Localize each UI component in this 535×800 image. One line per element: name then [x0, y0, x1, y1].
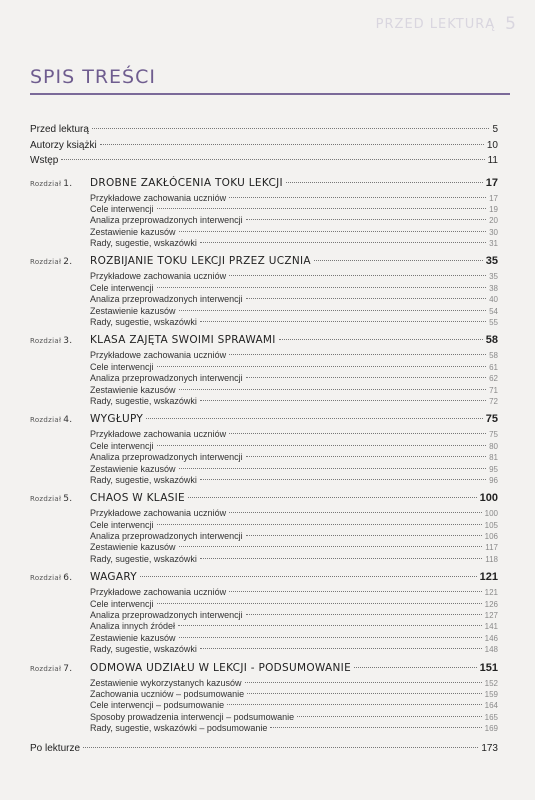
section-entry[interactable] [30, 678, 498, 689]
section-entry[interactable] [30, 193, 498, 204]
chapter-heading[interactable] [30, 334, 498, 350]
section-entry[interactable] [30, 520, 498, 531]
entry-label: Przed lekturą [30, 124, 89, 135]
section-page: 106 [484, 532, 498, 542]
dot-leader [246, 377, 487, 378]
section-label: Cele interwencji [90, 440, 154, 451]
chapter-label [30, 257, 90, 267]
dot-leader [246, 219, 487, 220]
chapter-page: 17 [485, 176, 498, 189]
section-label: Cele interwencji [90, 519, 154, 530]
chapter-title: DROBNE ZAKŁÓCENIA TOKU LEKCJI [90, 176, 283, 189]
chapter-page: 35 [485, 255, 498, 268]
chapter-title: WYGŁUPY [90, 413, 144, 426]
section-page: 118 [485, 554, 498, 564]
chapter-page: 75 [485, 413, 498, 426]
entry-page: 11 [487, 155, 498, 166]
chapter-heading[interactable] [30, 492, 498, 508]
section-page: 75 [489, 430, 498, 440]
toc-entry-front[interactable] [30, 124, 498, 140]
section-label: Przykładowe zachowania uczniów [90, 350, 227, 361]
section-page: 100 [484, 509, 498, 519]
section-label: Analiza przeprowadzonych interwencji [90, 610, 243, 621]
section-page: 152 [484, 678, 498, 688]
dot-leader [179, 637, 482, 638]
section-entry[interactable] [30, 350, 498, 361]
section-entry[interactable] [30, 475, 498, 486]
chapter-number: 3. [63, 336, 73, 347]
dot-leader [246, 614, 482, 615]
section-label: Rady, sugestie, wskazówki [90, 474, 197, 485]
dot-leader [200, 400, 486, 401]
section-page: 62 [489, 374, 498, 384]
dot-leader [179, 310, 487, 311]
section-page: 96 [489, 475, 498, 485]
dot-leader [229, 354, 486, 355]
dot-leader [200, 321, 486, 322]
section-page: 126 [484, 599, 498, 609]
section-label: Rady, sugestie, wskazówki [90, 395, 197, 406]
section-label: Rady, sugestie, wskazówki [90, 238, 197, 249]
dot-leader [297, 716, 482, 717]
section-entry[interactable] [30, 373, 498, 384]
dot-leader [246, 298, 487, 299]
chapter-page: 100 [479, 492, 498, 505]
section-entry[interactable] [30, 429, 498, 440]
section-entry[interactable] [30, 271, 498, 282]
toc-entry-back[interactable] [30, 743, 498, 759]
section-page: 71 [489, 385, 498, 395]
section-page: 148 [484, 645, 498, 655]
dot-leader [157, 603, 482, 604]
section-label: Zestawienie wykorzystanych kazusów [90, 677, 242, 688]
chapter-prefix: Rozdział [30, 258, 62, 267]
page-title: SPIS TREŚCI [30, 66, 510, 95]
section-entry[interactable] [30, 554, 498, 565]
section-label: Rady, sugestie, wskazówki [90, 644, 197, 655]
dot-leader [83, 747, 478, 748]
section-entry[interactable] [30, 227, 498, 238]
section-page: 19 [489, 204, 498, 214]
section-page: 54 [489, 306, 498, 316]
section-label: Analiza przeprowadzonych interwencji [90, 215, 243, 226]
dot-leader [61, 159, 484, 160]
chapter-title: WAGARY [90, 571, 137, 584]
section-entry[interactable] [30, 621, 498, 632]
chapter-prefix: Rozdział [30, 337, 62, 346]
section-page: 38 [489, 283, 498, 293]
section-label: Rady, sugestie, wskazówki – podsumowanie [90, 723, 268, 734]
dot-leader [229, 433, 486, 434]
section-entry[interactable] [30, 204, 498, 215]
chapter-2 [30, 255, 498, 328]
section-label: Rady, sugestie, wskazówki [90, 553, 197, 564]
dot-leader [157, 287, 487, 288]
section-label: Analiza przeprowadzonych interwencji [90, 531, 243, 542]
dot-leader [100, 144, 484, 145]
section-label: Analiza przeprowadzonych interwencji [90, 452, 243, 463]
dot-leader [314, 260, 483, 261]
chapter-label [30, 415, 90, 425]
dot-leader [279, 339, 483, 340]
chapter-label [30, 664, 90, 674]
running-head-page-number: 5 [505, 14, 517, 34]
chapter-prefix: Rozdział [30, 664, 62, 673]
section-page: 117 [485, 543, 498, 553]
dot-leader [245, 682, 482, 683]
chapter-label [30, 494, 90, 504]
dot-leader [200, 648, 482, 649]
section-page: 159 [484, 690, 498, 699]
chapter-title: ODMOWA UDZIAŁU W LEKCJI - PODSUMOWANIE [90, 661, 352, 674]
section-label: Zestawienie kazusów [90, 542, 176, 553]
dot-leader [179, 231, 487, 232]
section-entry[interactable] [30, 464, 498, 475]
dot-leader [229, 275, 486, 276]
chapter-page: 121 [479, 571, 498, 584]
section-label: Zachowania uczniów – podsumowanie [90, 689, 245, 699]
section-entry[interactable] [30, 700, 498, 711]
chapter-label [30, 336, 90, 346]
section-label: Zestawienie kazusów [90, 384, 176, 395]
chapter-heading[interactable] [30, 255, 498, 271]
dot-leader [229, 591, 482, 592]
section-entry[interactable] [30, 385, 498, 396]
section-label: Sposoby prowadzenia interwencji – podsumowanie [90, 711, 295, 722]
chapter-number: 6. [63, 573, 73, 584]
section-page: 72 [489, 396, 498, 406]
section-page: 35 [489, 272, 498, 282]
chapter-title: KLASA ZAJĘTA SWOIMI SPRAWAMI [90, 334, 276, 347]
section-label: Przykładowe zachowania uczniów [90, 508, 227, 519]
chapter-6 [30, 571, 498, 655]
section-page: 81 [489, 453, 498, 463]
chapter-label [30, 179, 90, 189]
section-label: Cele interwencji [90, 361, 154, 372]
entry-page: 173 [481, 742, 498, 754]
dot-leader [229, 197, 486, 198]
section-label: Analiza innych źródeł [90, 621, 176, 632]
dot-leader [246, 535, 482, 536]
section-page: 95 [489, 464, 498, 474]
section-label: Przykładowe zachowania uczniów [90, 429, 227, 440]
chapter-7 [30, 662, 498, 735]
chapter-4 [30, 413, 498, 486]
section-entry[interactable] [30, 306, 498, 317]
dot-leader [270, 727, 481, 728]
section-page: 146 [484, 633, 498, 643]
chapter-prefix: Rozdział [30, 574, 62, 583]
chapter-page: 58 [485, 334, 498, 347]
chapter-prefix: Rozdział [30, 179, 62, 188]
dot-leader [179, 468, 487, 469]
dot-leader [229, 512, 482, 513]
section-entry[interactable] [30, 531, 498, 542]
chapter-title: ROZBIJANIE TOKU LEKCJI PRZEZ UCZNIA [90, 255, 311, 268]
section-page: 164 [484, 701, 498, 711]
section-entry[interactable] [30, 317, 498, 328]
chapter-number: 1. [63, 178, 73, 189]
dot-leader [200, 479, 486, 480]
section-page: 80 [489, 441, 498, 451]
section-label: Zestawienie kazusów [90, 632, 176, 643]
dot-leader [247, 693, 482, 694]
section-label: Przykładowe zachowania uczniów [90, 192, 227, 203]
toc-entry-front[interactable] [30, 140, 498, 156]
chapter-prefix: Rozdział [30, 495, 62, 504]
chapter-number: 7. [63, 663, 73, 674]
chapter-title: CHAOS W KLASIE [90, 492, 185, 505]
section-page: 40 [489, 295, 498, 305]
title-block [30, 66, 510, 95]
section-page: 105 [484, 520, 498, 530]
section-label: Zestawienie kazusów [90, 463, 176, 474]
section-label: Przykładowe zachowania uczniów [90, 271, 227, 282]
dot-leader [286, 182, 483, 183]
dot-leader [246, 456, 487, 457]
dot-leader [157, 524, 482, 525]
chapter-prefix: Rozdział [30, 416, 62, 425]
dot-leader [354, 667, 477, 668]
chapter-number: 2. [63, 257, 73, 268]
dot-leader [179, 546, 483, 547]
dot-leader [157, 445, 487, 446]
section-entry[interactable] [30, 644, 498, 655]
front-matter-list [30, 124, 498, 171]
dot-leader [227, 704, 482, 705]
section-page: 121 [484, 588, 498, 598]
section-entry[interactable] [30, 712, 498, 723]
section-entry[interactable] [30, 633, 498, 644]
section-page: 17 [489, 193, 498, 203]
entry-label: Autorzy książki [30, 139, 97, 151]
dot-leader [157, 208, 487, 209]
section-label: Cele interwencji [90, 203, 154, 214]
entry-label: Wstęp [30, 155, 59, 166]
chapter-3 [30, 334, 498, 407]
section-label: Rady, sugestie, wskazówki [90, 317, 197, 328]
chapter-5 [30, 492, 498, 565]
running-head-section: PRZED LEKTURĄ [375, 16, 496, 32]
dot-leader [179, 389, 487, 390]
dot-leader [92, 128, 490, 129]
chapter-heading[interactable] [30, 413, 498, 429]
dot-leader [146, 418, 483, 419]
section-entry[interactable] [30, 441, 498, 452]
dot-leader [140, 576, 477, 577]
section-entry[interactable] [30, 215, 498, 226]
dot-leader [200, 558, 482, 559]
section-page: 165 [484, 712, 498, 722]
section-label: Zestawienie kazusów [90, 305, 176, 316]
section-page: 127 [484, 611, 498, 621]
back-matter-list [30, 743, 498, 759]
entry-page: 5 [492, 124, 498, 135]
chapter-page: 151 [479, 661, 498, 674]
section-entry[interactable] [30, 294, 498, 305]
section-page: 20 [489, 216, 498, 226]
entry-label: Po lekturze [30, 742, 81, 754]
section-entry[interactable] [30, 723, 498, 734]
section-label: Analiza przeprowadzonych interwencji [90, 373, 243, 384]
section-label: Cele interwencji – podsumowanie [90, 700, 225, 711]
section-entry[interactable] [30, 689, 498, 700]
running-head [376, 14, 517, 34]
chapter-number: 5. [63, 494, 73, 505]
section-entry[interactable] [30, 599, 498, 610]
section-page: 31 [489, 239, 498, 249]
section-page: 58 [489, 351, 498, 361]
section-entry[interactable] [30, 508, 498, 519]
section-entry[interactable] [30, 362, 498, 373]
section-label: Przykładowe zachowania uczniów [90, 587, 227, 598]
section-page: 55 [489, 318, 498, 328]
section-entry[interactable] [30, 610, 498, 621]
chapter-list [30, 177, 498, 735]
section-entry[interactable] [30, 396, 498, 407]
section-page: 61 [489, 362, 498, 372]
chapter-heading[interactable] [30, 177, 498, 193]
section-entry[interactable] [30, 452, 498, 463]
section-entry[interactable] [30, 542, 498, 553]
section-label: Cele interwencji [90, 598, 154, 609]
toc-entry-front[interactable] [30, 155, 498, 171]
section-label: Cele interwencji [90, 282, 154, 293]
entry-page: 10 [486, 139, 498, 151]
section-page: 30 [489, 227, 498, 237]
section-entry[interactable] [30, 283, 498, 294]
dot-leader [178, 625, 482, 626]
section-page: 141 [484, 622, 498, 632]
section-page: 169 [484, 724, 498, 734]
section-label: Analiza przeprowadzonych interwencji [90, 294, 243, 305]
section-entry[interactable] [30, 238, 498, 249]
section-label: Zestawienie kazusów [90, 226, 176, 237]
dot-leader [200, 242, 486, 243]
chapter-heading[interactable] [30, 662, 498, 678]
dot-leader [157, 366, 487, 367]
table-of-contents [30, 124, 498, 758]
dot-leader [188, 497, 477, 498]
chapter-label [30, 573, 90, 583]
chapter-number: 4. [63, 415, 73, 426]
chapter-1 [30, 177, 498, 250]
chapter-heading[interactable] [30, 571, 498, 587]
section-entry[interactable] [30, 587, 498, 598]
